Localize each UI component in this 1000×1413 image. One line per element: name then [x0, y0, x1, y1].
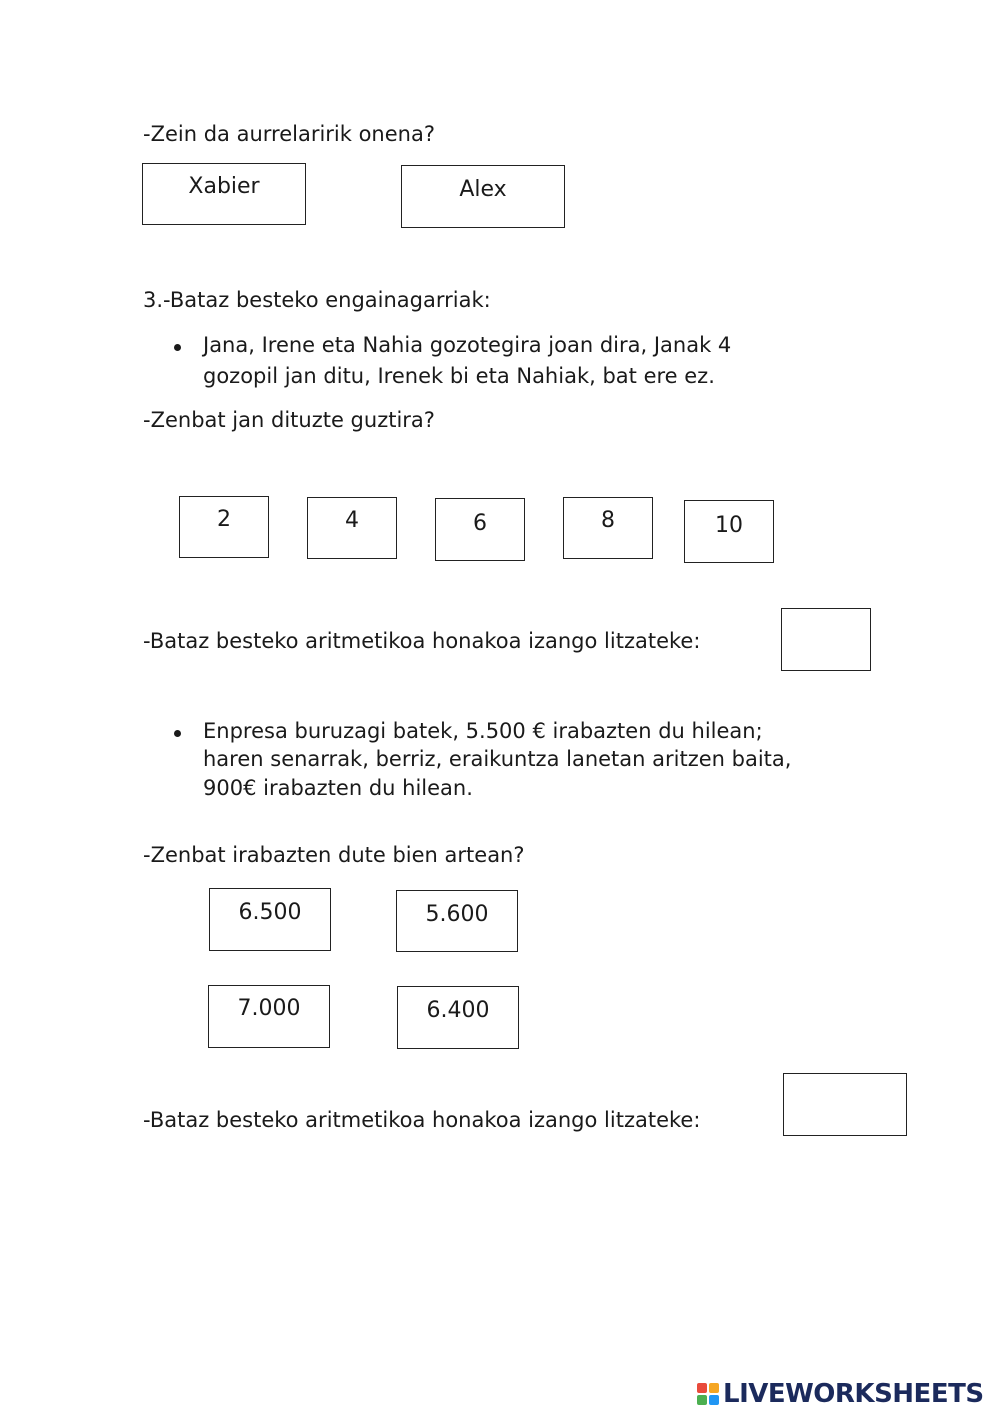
- option-label: 2: [217, 507, 231, 532]
- option-6500[interactable]: [209, 888, 331, 951]
- question-best-forward: -Zein da aurrelaririk onena?: [143, 122, 435, 146]
- option-label: 8: [601, 508, 615, 533]
- question-mean-2: -Bataz besteko aritmetikoa honakoa izango litzateke:: [143, 1108, 701, 1132]
- logo-text: LIVEWORKSHEETS: [723, 1379, 984, 1409]
- bullet-line: Jana, Irene eta Nahia gozotegira joan dira, Janak 4: [203, 333, 732, 357]
- option-10[interactable]: [684, 500, 774, 563]
- option-label: 10: [715, 513, 743, 538]
- option-label: Xabier: [188, 174, 260, 199]
- option-label: 6.400: [426, 998, 490, 1023]
- option-label: 6: [473, 511, 487, 536]
- option-label: 5.600: [425, 902, 489, 927]
- bullet-line: Enpresa buruzagi batek, 5.500 € irabazten du hilean;: [203, 719, 763, 743]
- option-5600[interactable]: [396, 890, 518, 952]
- bullet-dot: [174, 344, 181, 351]
- question-mean-1: -Bataz besteko aritmetikoa honakoa izango litzateke:: [143, 629, 701, 653]
- option-7000[interactable]: [208, 985, 330, 1048]
- question-total-eaten: -Zenbat jan dituzte guztira?: [143, 408, 435, 432]
- bullet-line: 900€ irabazten du hilean.: [203, 776, 473, 800]
- logo-grid-icon: [697, 1383, 719, 1405]
- logo-square: [709, 1395, 719, 1405]
- question-total-earned: -Zenbat irabazten dute bien artean?: [143, 843, 525, 867]
- option-label: 4: [345, 508, 359, 533]
- option-8[interactable]: [563, 497, 653, 559]
- logo-square: [697, 1395, 707, 1405]
- logo-square: [697, 1383, 707, 1393]
- option-label: Alex: [459, 177, 507, 202]
- option-alex[interactable]: [401, 165, 565, 228]
- liveworksheets-logo: [697, 1377, 984, 1411]
- option-4[interactable]: [307, 497, 397, 559]
- option-xabier[interactable]: [142, 163, 306, 225]
- option-label: 7.000: [237, 996, 301, 1021]
- option-2[interactable]: [179, 496, 269, 558]
- answer-input-mean-2[interactable]: [783, 1073, 907, 1136]
- option-6[interactable]: [435, 498, 525, 561]
- bullet-line: gozopil jan ditu, Irenek bi eta Nahiak, bat ere ez.: [203, 364, 715, 388]
- option-label: 6.500: [238, 900, 302, 925]
- bullet-line: haren senarrak, berriz, eraikuntza lanetan aritzen baita,: [203, 747, 792, 771]
- bullet-dot: [174, 730, 181, 737]
- logo-square: [709, 1383, 719, 1393]
- answer-input-mean-1[interactable]: [781, 608, 871, 671]
- option-6400[interactable]: [397, 986, 519, 1049]
- section-3-title: 3.-Bataz besteko engainagarriak:: [143, 288, 491, 312]
